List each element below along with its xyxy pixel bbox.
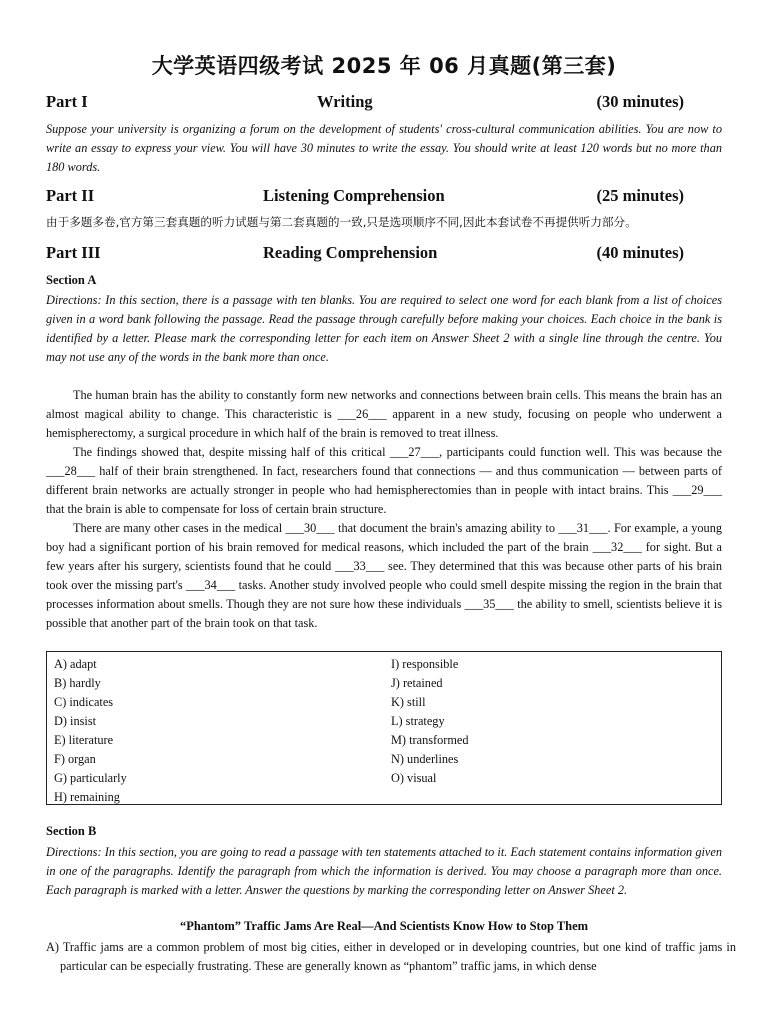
passage-paragraph-2: The findings showed that, despite missing half of this critical ___27___, participants could function well. This was because the ___28___ half of their brain strengthened. In fact, researchers found that connections — and thus communication — between parts of different brain networks are actually stronger in people who had hemispherectomies than in people with intact brains. This ___29___ that the brain is able to compensate for loss of certain brain structure. <box>46 445 722 516</box>
word-bank-option: K) still <box>391 695 426 709</box>
passage-paragraph-1: The human brain has the ability to constantly form new networks and connections between brain cells. This means the brain has an almost magical ability to change. This characteristic is ___26___ apparent in a new study, focusing on people who underwent a hemispherectomy, a surgical procedure in which half of the brain is removed to treat illness. <box>46 388 722 440</box>
part-label: Part II <box>46 186 95 205</box>
word-bank-option: E) literature <box>54 733 114 747</box>
passage-title: “Phantom” Traffic Jams Are Real—And Scientists Know How to Stop Them <box>179 919 589 933</box>
word-bank-option: N) underlines <box>391 752 459 766</box>
part-name: Reading Comprehension <box>263 243 438 262</box>
part-1-header <box>46 92 722 114</box>
word-bank-option: C) indicates <box>54 695 114 709</box>
word-bank-option: I) responsible <box>391 657 459 671</box>
word-bank-option: O) visual <box>391 771 437 785</box>
passage-paragraph-a: A) Traffic jams are a common problem of most big cities, either in developed or in developing countries, but one kind of traffic jams in particular can be especially frustrating. These are generally known as “phantom” traffic jams, in which dense <box>46 940 736 973</box>
word-bank-right-column <box>391 655 469 788</box>
word-bank-option: H) remaining <box>54 790 120 804</box>
page-title: 大学英语四级考试 2025 年 06 月真题(第三套) <box>151 54 617 78</box>
part-name: Listening Comprehension <box>263 186 445 205</box>
part-time: (30 minutes) <box>596 92 684 111</box>
part-label: Part I <box>46 92 88 111</box>
listening-note: 由于多题多卷,官方第三套真题的听力试题与第二套真题的一致,只是选项顺序不同,因此本套试卷不再提供听力部分。 <box>46 215 637 229</box>
part-time: (25 minutes) <box>596 186 684 205</box>
word-bank-option: M) transformed <box>391 733 469 747</box>
part-label: Part III <box>46 243 101 262</box>
part-time: (40 minutes) <box>596 243 684 262</box>
part-3-header <box>46 243 722 265</box>
section-a-label: Section A <box>46 273 97 287</box>
word-bank-option: B) hardly <box>54 676 101 690</box>
word-bank-option: J) retained <box>391 676 443 690</box>
word-bank-left-column <box>54 655 127 807</box>
writing-directions: Suppose your university is organizing a forum on the development of students' cross-cultural communication abilities. You are now to write an essay to express your view. You will have 30 minutes to write the essay. You should write at least 120 words but no more than 180 words. <box>46 122 722 174</box>
section-b-label: Section B <box>46 824 97 838</box>
section-b-directions: Directions: In this section, you are going to read a passage with ten statements attached to it. Each statement contains information given in one of the paragraphs. Identify the paragraph from which the information is derived. You may choose a paragraph more than once. Each paragraph is marked with a letter. Answer the questions by marking the corresponding letter on Answer Sheet 2. <box>46 845 722 897</box>
word-bank-option: L) strategy <box>391 714 445 728</box>
passage-paragraph-3: There are many other cases in the medical ___30___ that document the brain's amazing ability to ___31___. For example, a young boy had a significant portion of his brain removed for medical reasons, which included the part of the brain ___32___ for sight. But a few years after his surgery, scientists found that he could ___33___ see. They determined that this was because other parts of his brain took over the missing part's ___34___ tasks. Another study involved people who could smell despite missing the region in the brain that processes information about smells. Though they are not sure how these individuals ___35___ the ability to smell, scientists believe it is possible that another part of the brain took on that task. <box>46 521 722 630</box>
section-a-directions: Directions: In this section, there is a passage with ten blanks. You are required to select one word for each blank from a list of choices given in a word bank following the passage. Read the passage through carefully before making your choices. Each choice in the bank is identified by a letter. Please mark the corresponding letter for each item on Answer Sheet 2 with a single line through the centre. You may not use any of the words in the bank more than once. <box>46 293 722 364</box>
word-bank-option: A) adapt <box>54 657 97 671</box>
word-bank-option: F) organ <box>54 752 96 766</box>
word-bank <box>46 651 722 805</box>
part-2-header <box>46 186 722 208</box>
part-name: Writing <box>317 92 373 111</box>
word-bank-option: D) insist <box>54 714 97 728</box>
word-bank-option: G) particularly <box>54 771 127 785</box>
